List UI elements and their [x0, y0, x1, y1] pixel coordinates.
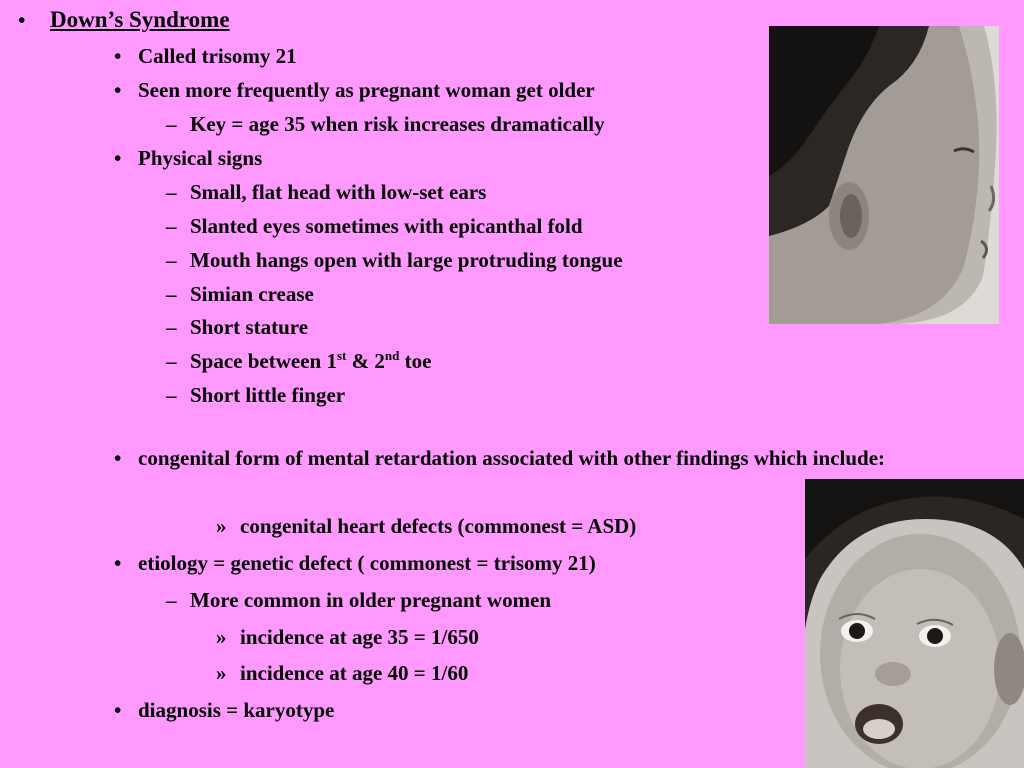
- dash-marker: –: [166, 282, 177, 306]
- list-item-text: Key = age 35 when risk increases dramatically: [190, 112, 605, 136]
- bullet-marker: •: [114, 551, 122, 575]
- bullet-marker: •: [114, 446, 122, 470]
- bullet-marker: •: [114, 78, 122, 102]
- list-item-text: congenital form of mental retardation associated with other findings which include:: [138, 446, 886, 470]
- list-item-text: [190, 349, 431, 373]
- arrow-marker: »: [216, 661, 227, 685]
- bullet-marker: •: [114, 698, 122, 722]
- list-item-text: etiology = genetic defect ( commonest = trisomy 21): [138, 551, 596, 575]
- dash-marker: –: [166, 349, 177, 373]
- slide-title: Down’s Syndrome: [50, 7, 230, 32]
- list-item-text: Slanted eyes sometimes with epicanthal fold: [190, 214, 583, 238]
- arrow-marker: »: [216, 625, 227, 649]
- list-item-text: Short stature: [190, 315, 309, 339]
- superscript-nd: nd: [384, 348, 400, 363]
- dash-marker: –: [166, 588, 177, 612]
- dash-marker: –: [166, 180, 177, 204]
- dash-marker: –: [166, 214, 177, 238]
- list-item-text: incidence at age 40 = 1/60: [240, 661, 469, 685]
- bullet-marker: •: [114, 146, 122, 170]
- dash-marker: –: [166, 315, 177, 339]
- bullet-marker: •: [18, 8, 26, 32]
- list-item-text: Physical signs: [138, 146, 263, 170]
- list-item-text: More common in older pregnant women: [190, 588, 552, 612]
- bullet-marker: •: [114, 44, 122, 68]
- toe-text-part: Space between 1: [190, 349, 337, 373]
- arrow-marker: »: [216, 514, 227, 538]
- profile-photo: [769, 26, 999, 324]
- toe-text-part: & 2: [346, 349, 385, 373]
- list-item-text: incidence at age 35 = 1/650: [240, 625, 479, 649]
- toe-text-part: toe: [399, 349, 432, 373]
- list-item-text: Simian crease: [190, 282, 314, 306]
- dash-marker: –: [166, 383, 177, 407]
- list-item-text: Mouth hangs open with large protruding tongue: [190, 248, 623, 272]
- list-item-text: Called trisomy 21: [138, 44, 297, 68]
- list-item-text: Short little finger: [190, 383, 346, 407]
- dash-marker: –: [166, 112, 177, 136]
- dash-marker: –: [166, 248, 177, 272]
- list-item-text: congenital heart defects (commonest = ASD): [240, 514, 637, 538]
- frontal-face-photo: [805, 479, 1024, 768]
- list-item-text: Small, flat head with low-set ears: [190, 180, 487, 204]
- superscript-st: st: [336, 348, 347, 363]
- list-item-text: diagnosis = karyotype: [138, 698, 335, 722]
- list-item-text: Seen more frequently as pregnant woman get older: [138, 78, 595, 102]
